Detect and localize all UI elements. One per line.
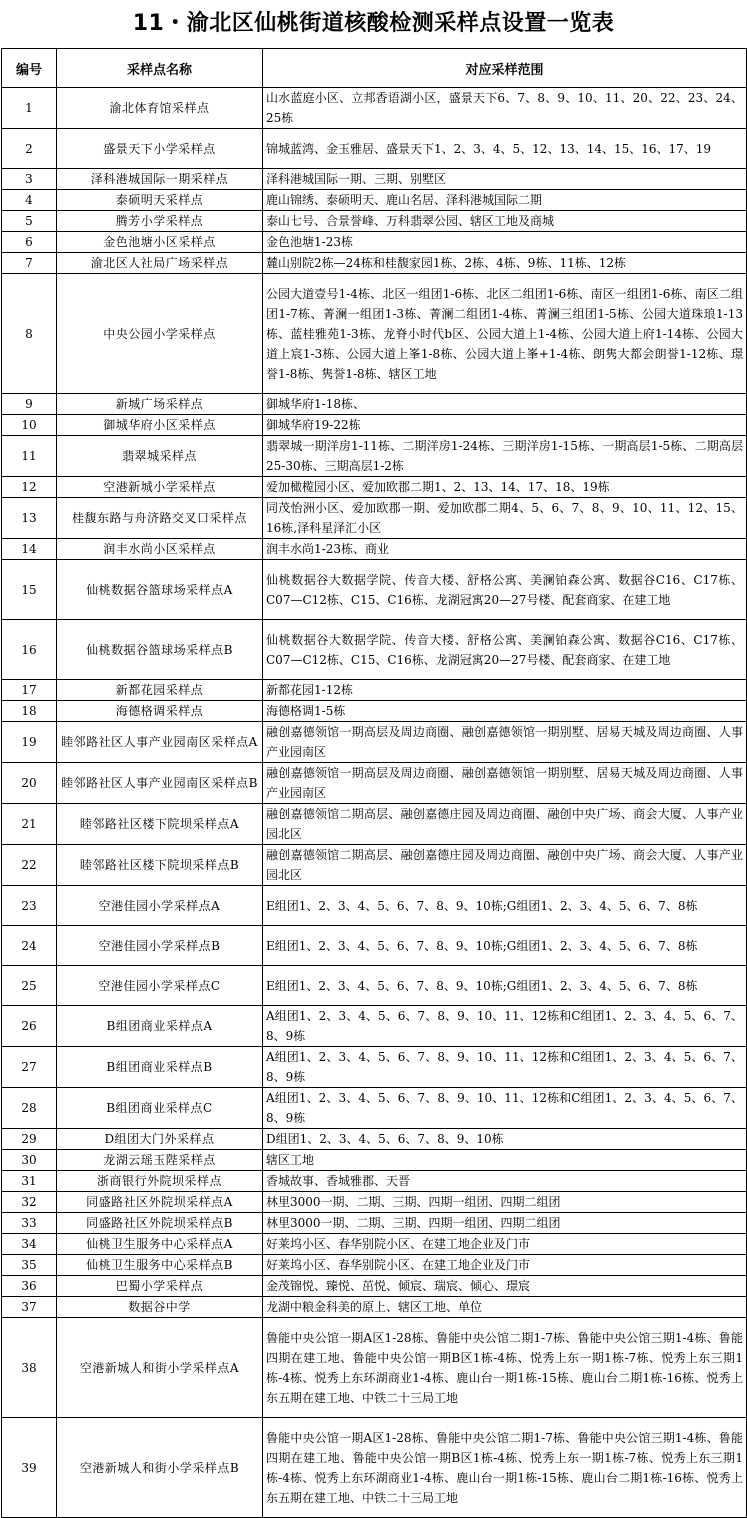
- table-row: [2, 701, 747, 722]
- row-number: 20: [2, 763, 57, 804]
- sampling-range: 融创嘉德领馆二期高层、融创嘉德庄园及周边商圈、融创中央广场、商会大厦、人事产业园北区: [263, 804, 747, 845]
- sampling-range: 金色池塘1-23栋: [263, 232, 747, 253]
- site-name: 睦邻路社区人事产业园南区采样点B: [57, 763, 263, 804]
- sampling-range: 山水蓝庭小区、立邦香语湖小区，盛景天下6、7、8、9、10、11、20、22、23、24、25栋: [263, 88, 747, 129]
- table-row: [2, 560, 747, 620]
- page-title: 11・渝北区仙桃街道核酸检测采样点设置一览表: [132, 11, 615, 36]
- row-number: 8: [2, 274, 57, 394]
- sampling-range: 仙桃数据谷大数据学院、传音大楼、舒格公寓、美澜铂森公寓、数据谷C16、C17栋、C07—C12栋、C15、C16栋、龙湖冠寓20—27号楼、配套商家、在建工地: [263, 620, 747, 680]
- sampling-range: E组团1、2、3、4、5、6、7、8、9、10栋;G组团1、2、3、4、5、6、7、8栋: [263, 886, 747, 926]
- row-number: 12: [2, 477, 57, 498]
- row-number: 28: [2, 1088, 57, 1129]
- row-number: 37: [2, 1297, 57, 1318]
- row-number: 7: [2, 253, 57, 274]
- table-row: [2, 1150, 747, 1171]
- table-row: [2, 1234, 747, 1255]
- row-number: 10: [2, 415, 57, 436]
- table-row: [2, 436, 747, 477]
- row-number: 34: [2, 1234, 57, 1255]
- table-row: [2, 477, 747, 498]
- sampling-range: A组团1、2、3、4、5、6、7、8、9、10、11、12栋和C组团1、2、3、4、5、6、7、8、9栋: [263, 1047, 747, 1088]
- table-body: [2, 88, 747, 1518]
- site-name: 同盛路社区外院坝采样点B: [57, 1213, 263, 1234]
- table-row: [2, 498, 747, 539]
- sampling-range: 翡翠城一期洋房1-11栋、二期洋房1-24栋、三期洋房1-15栋、一期高层1-5栋、二期高层25-30栋、三期高层1-2栋: [263, 436, 747, 477]
- row-number: 39: [2, 1418, 57, 1518]
- site-name: 仙桃数据谷篮球场采样点A: [57, 560, 263, 620]
- table-row: [2, 415, 747, 436]
- table-row: [2, 804, 747, 845]
- site-name: 睦邻路社区人事产业园南区采样点A: [57, 722, 263, 763]
- row-number: 1: [2, 88, 57, 129]
- row-number: 32: [2, 1192, 57, 1213]
- sampling-range: 好莱坞小区、春华别院小区、在建工地企业及门市: [263, 1234, 747, 1255]
- site-name: 新都花园采样点: [57, 680, 263, 701]
- table-row: [2, 1255, 747, 1276]
- sampling-range: 林里3000一期、二期、三期、四期一组团、四期二组团: [263, 1213, 747, 1234]
- sampling-range: 鹿山锦绣、泰硕明天、鹿山名居、泽科港城国际二期: [263, 190, 747, 211]
- header-sampling-range: 对应采样范围: [263, 49, 747, 88]
- table-row: [2, 680, 747, 701]
- table-row: [2, 169, 747, 190]
- table-row: [2, 253, 747, 274]
- site-name: 同盛路社区外院坝采样点A: [57, 1192, 263, 1213]
- sampling-range: 龙湖中粮金科美的原上、辖区工地、单位: [263, 1297, 747, 1318]
- site-name: 泰硕明天采样点: [57, 190, 263, 211]
- table-row: [2, 1318, 747, 1418]
- row-number: 33: [2, 1213, 57, 1234]
- table-row: [2, 88, 747, 129]
- table-row: [2, 539, 747, 560]
- table-row: [2, 394, 747, 415]
- sampling-range: 融创嘉德领馆二期高层、融创嘉德庄园及周边商圈、融创中央广场、商会大厦、人事产业园北区: [263, 845, 747, 886]
- sampling-range: E组团1、2、3、4、5、6、7、8、9、10栋;G组团1、2、3、4、5、6、7、8栋: [263, 966, 747, 1006]
- site-name: 仙桃卫生服务中心采样点A: [57, 1234, 263, 1255]
- row-number: 18: [2, 701, 57, 722]
- sampling-range: 泰山七号、合景誉峰、万科翡翠公园、辖区工地及商城: [263, 211, 747, 232]
- table-row: [2, 129, 747, 169]
- table-row: [2, 1192, 747, 1213]
- sampling-range: 海德格调1-5栋: [263, 701, 747, 722]
- table-row: [2, 1006, 747, 1047]
- row-number: 26: [2, 1006, 57, 1047]
- sampling-range: 泽科港城国际一期、三期、别墅区: [263, 169, 747, 190]
- row-number: 2: [2, 129, 57, 169]
- sampling-range: 融创嘉德领馆一期高层及周边商圈、融创嘉德领馆一期别墅、居易天城及周边商圈、人事产业园南区: [263, 763, 747, 804]
- site-name: 巴蜀小学采样点: [57, 1276, 263, 1297]
- row-number: 25: [2, 966, 57, 1006]
- row-number: 30: [2, 1150, 57, 1171]
- sampling-range: E组团1、2、3、4、5、6、7、8、9、10栋;G组团1、2、3、4、5、6、7、8栋: [263, 926, 747, 966]
- row-number: 19: [2, 722, 57, 763]
- sampling-range: A组团1、2、3、4、5、6、7、8、9、10、11、12栋和C组团1、2、3、4、5、6、7、8、9栋: [263, 1088, 747, 1129]
- sampling-range: D组团1、2、3、4、5、6、7、8、9、10栋: [263, 1129, 747, 1150]
- sampling-range: 新都花园1-12栋: [263, 680, 747, 701]
- header-site-name: 采样点名称: [57, 49, 263, 88]
- table-row: [2, 845, 747, 886]
- table-row: [2, 1213, 747, 1234]
- row-number: 22: [2, 845, 57, 886]
- site-name: 浙商银行外院坝采样点: [57, 1171, 263, 1192]
- sampling-range: 林里3000一期、二期、三期、四期一组团、四期二组团: [263, 1192, 747, 1213]
- row-number: 17: [2, 680, 57, 701]
- sampling-range: 爱加橄榄园小区、爱加欧郡二期1、2、13、14、17、18、19栋: [263, 477, 747, 498]
- table-row: [2, 620, 747, 680]
- table-row: [2, 1171, 747, 1192]
- table-row: [2, 1047, 747, 1088]
- site-name: 空港新城人和街小学采样点A: [57, 1318, 263, 1418]
- site-name: 数据谷中学: [57, 1297, 263, 1318]
- sampling-range: 御城华府19-22栋: [263, 415, 747, 436]
- sampling-points-table: [1, 48, 747, 1518]
- sampling-range: 香城故事、香城雅郡、天晋: [263, 1171, 747, 1192]
- row-number: 13: [2, 498, 57, 539]
- row-number: 29: [2, 1129, 57, 1150]
- table-row: [2, 274, 747, 394]
- row-number: 21: [2, 804, 57, 845]
- site-name: 空港佳园小学采样点A: [57, 886, 263, 926]
- site-name: 睦邻路社区楼下院坝采样点A: [57, 804, 263, 845]
- site-name: 金色池塘小区采样点: [57, 232, 263, 253]
- sampling-range: 金茂锦悦、臻悦、茁悦、倾宸、瑞宸、倾心、璟宸: [263, 1276, 747, 1297]
- sampling-range: 鲁能中央公馆一期A区1-28栋、鲁能中央公馆二期1-7栋、鲁能中央公馆三期1-4栋、鲁能四期在建工地、鲁能中央公馆一期B区1栋-4栋、悦秀上东一期1栋-7栋、悦秀上东三期1栋-4栋、悦秀上东环湖商业1-4栋、鹿山台一期1栋-15栋、鹿山台二期1栋-16栋、悦秀上东五期在建工地、中铁二十三局工地: [263, 1418, 747, 1518]
- row-number: 11: [2, 436, 57, 477]
- site-name: 桂馥东路与舟济路交叉口采样点: [57, 498, 263, 539]
- sampling-range: 润丰水尚1-23栋、商业: [263, 539, 747, 560]
- table-row: [2, 926, 747, 966]
- sampling-range: 御城华府1-18栋、: [263, 394, 747, 415]
- row-number: 4: [2, 190, 57, 211]
- sampling-range: 同茂怡洲小区、爱加欧郡一期、爱加欧郡二期4、5、6、7、8、9、10、11、12、15、16栋,泽科星泽汇小区: [263, 498, 747, 539]
- sampling-range: A组团1、2、3、4、5、6、7、8、9、10、11、12栋和C组团1、2、3、4、5、6、7、8、9栋: [263, 1006, 747, 1047]
- site-name: 睦邻路社区楼下院坝采样点B: [57, 845, 263, 886]
- header-number: 编号: [2, 49, 57, 88]
- site-name: D组团大门外采样点: [57, 1129, 263, 1150]
- site-name: 中央公园小学采样点: [57, 274, 263, 394]
- table-row: [2, 211, 747, 232]
- table-row: [2, 1418, 747, 1518]
- row-number: 31: [2, 1171, 57, 1192]
- site-name: 御城华府小区采样点: [57, 415, 263, 436]
- row-number: 38: [2, 1318, 57, 1418]
- table-row: [2, 190, 747, 211]
- row-number: 35: [2, 1255, 57, 1276]
- site-name: 空港佳园小学采样点C: [57, 966, 263, 1006]
- site-name: 空港新城小学采样点: [57, 477, 263, 498]
- table-row: [2, 1276, 747, 1297]
- table-row: [2, 1129, 747, 1150]
- site-name: 腾芳小学采样点: [57, 211, 263, 232]
- table-row: [2, 1297, 747, 1318]
- sampling-range: 鲁能中央公馆一期A区1-28栋、鲁能中央公馆二期1-7栋、鲁能中央公馆三期1-4栋、鲁能四期在建工地、鲁能中央公馆一期B区1栋-4栋、悦秀上东一期1栋-7栋、悦秀上东三期1栋-4栋、悦秀上东环湖商业1-4栋、鹿山台一期1栋-15栋、鹿山台二期1栋-16栋、悦秀上东五期在建工地、中铁二十三局工地: [263, 1318, 747, 1418]
- site-name: 新城广场采样点: [57, 394, 263, 415]
- sampling-range: 公园大道壹号1-4栋、北区一组团1-6栋、北区二组团1-6栋、南区一组团1-6栋、南区二组团1-7栋、菁澜一组团1-3栋、菁澜二组团1-4栋、菁澜三组团1-5栋、公园大道珠琅1-13栋、蓝桂雅苑1-3栋、龙脊小时代b区、公园大道上1-4栋、公园大道上府1-14栋、公园大道上宸1-3栋、公园大道上峯1-8栋、公园大道上峯+1-4栋、朗隽大都会朗誉1-12栋、璟誉1-8栋、隽誉1-8栋、辖区工地: [263, 274, 747, 394]
- sampling-range: 融创嘉德领馆一期高层及周边商圈、融创嘉德领馆一期别墅、居易天城及周边商圈、人事产业园南区: [263, 722, 747, 763]
- site-name: 泽科港城国际一期采样点: [57, 169, 263, 190]
- table-row: [2, 763, 747, 804]
- site-name: 龙湖云瑶玉陛采样点: [57, 1150, 263, 1171]
- sampling-range: 辖区工地: [263, 1150, 747, 1171]
- site-name: 仙桃卫生服务中心采样点B: [57, 1255, 263, 1276]
- row-number: 27: [2, 1047, 57, 1088]
- sampling-range: 锦城蓝湾、金玉雅居、盛景天下1、2、3、4、5、12、13、14、15、16、17、19: [263, 129, 747, 169]
- site-name: 渝北区人社局广场采样点: [57, 253, 263, 274]
- site-name: 盛景天下小学采样点: [57, 129, 263, 169]
- site-name: 润丰水尚小区采样点: [57, 539, 263, 560]
- row-number: 36: [2, 1276, 57, 1297]
- row-number: 24: [2, 926, 57, 966]
- site-name: B组团商业采样点A: [57, 1006, 263, 1047]
- row-number: 5: [2, 211, 57, 232]
- table-header-row: [2, 49, 747, 88]
- row-number: 15: [2, 560, 57, 620]
- site-name: 空港佳园小学采样点B: [57, 926, 263, 966]
- site-name: B组团商业采样点C: [57, 1088, 263, 1129]
- row-number: 3: [2, 169, 57, 190]
- table-row: [2, 966, 747, 1006]
- site-name: B组团商业采样点B: [57, 1047, 263, 1088]
- row-number: 16: [2, 620, 57, 680]
- site-name: 翡翠城采样点: [57, 436, 263, 477]
- table-row: [2, 1088, 747, 1129]
- row-number: 6: [2, 232, 57, 253]
- site-name: 空港新城人和街小学采样点B: [57, 1418, 263, 1518]
- site-name: 仙桃数据谷篮球场采样点B: [57, 620, 263, 680]
- row-number: 23: [2, 886, 57, 926]
- row-number: 14: [2, 539, 57, 560]
- sampling-range: 麓山别院2栋—24栋和桂馥家园1栋、2栋、4栋、9栋、11栋、12栋: [263, 253, 747, 274]
- table-row: [2, 886, 747, 926]
- table-row: [2, 722, 747, 763]
- site-name: 渝北体育馆采样点: [57, 88, 263, 129]
- site-name: 海德格调采样点: [57, 701, 263, 722]
- row-number: 9: [2, 394, 57, 415]
- sampling-range: 好莱坞小区、春华别院小区、在建工地企业及门市: [263, 1255, 747, 1276]
- sampling-range: 仙桃数据谷大数据学院、传音大楼、舒格公寓、美澜铂森公寓、数据谷C16、C17栋、C07—C12栋、C15、C16栋、龙湖冠寓20—27号楼、配套商家、在建工地: [263, 560, 747, 620]
- table-row: [2, 232, 747, 253]
